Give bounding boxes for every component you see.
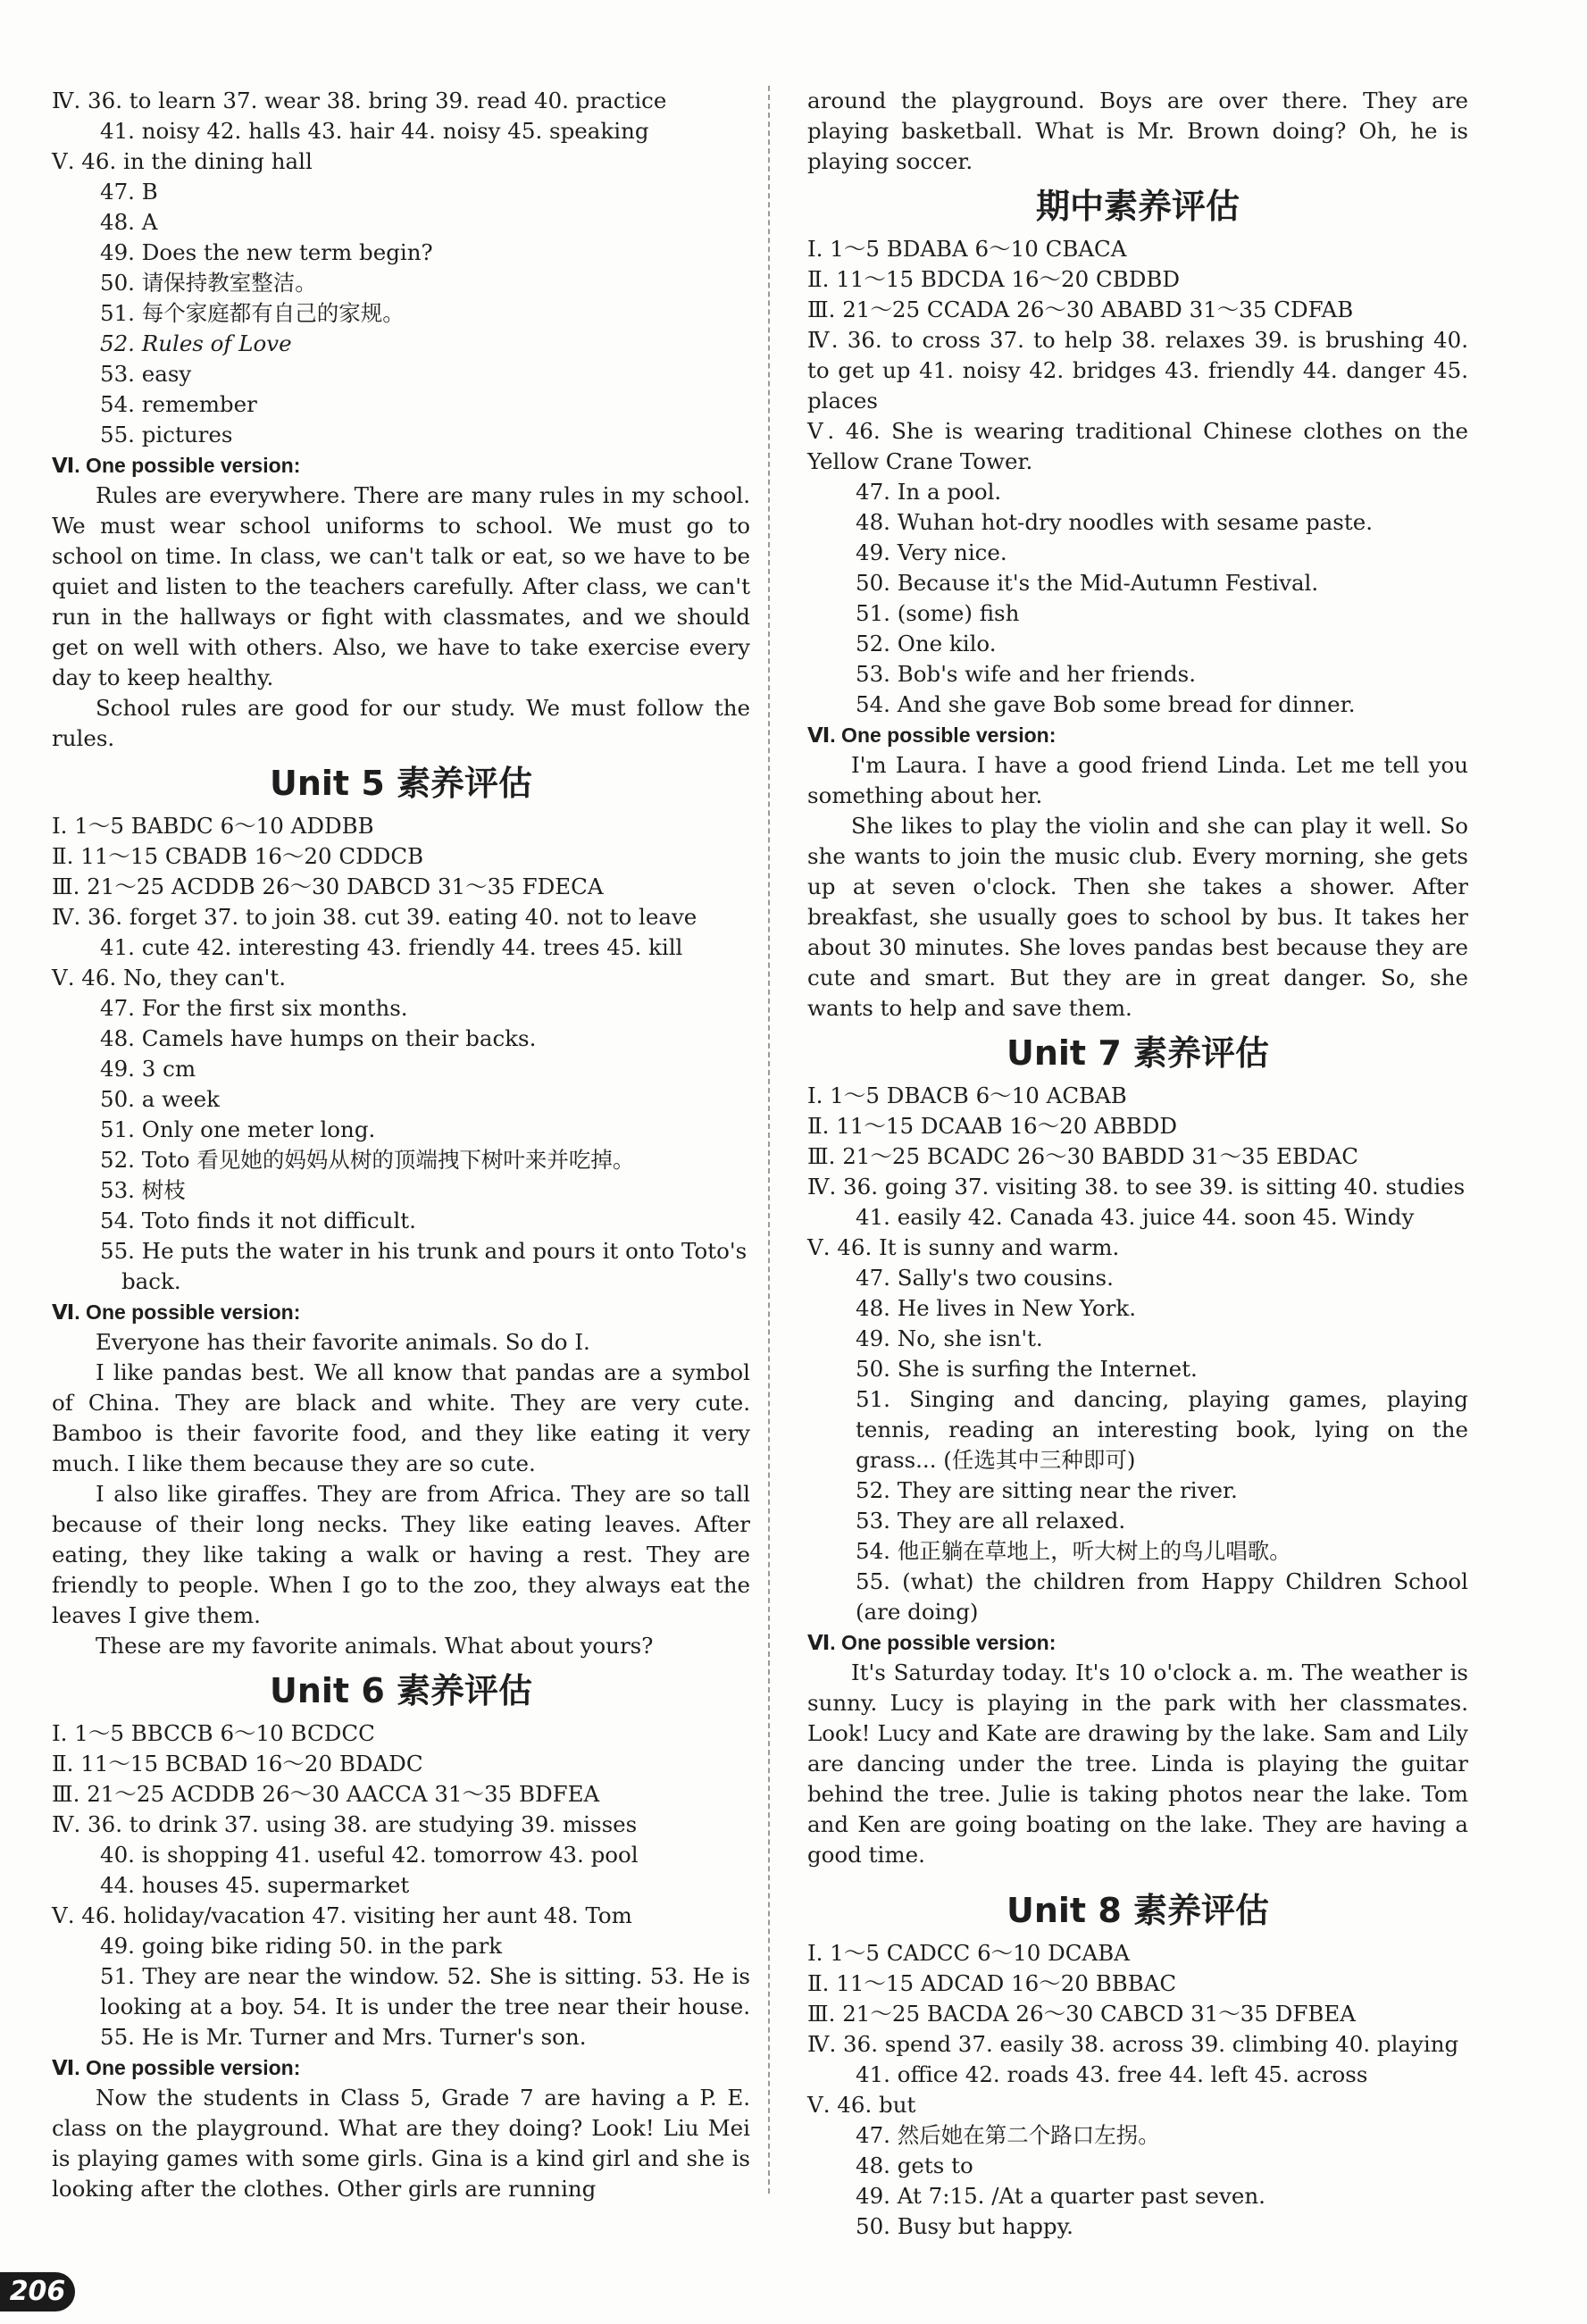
left-column xyxy=(52,86,750,2204)
answer-line: 51. Only one meter long. xyxy=(100,1116,376,1142)
unit6-answers xyxy=(52,1718,750,2204)
unit8-heading: Unit 8 素养评估 xyxy=(1006,1891,1269,1930)
essay-paragraph: She likes to play the violin and she can play it well. So she wants to join the music club. Every morning, she gets up at seven o'clock. Then she takes a shower. After breakfast, she usually goes to school by bus. It takes her about 30 minutes. She loves pandas best because they are cute and smart. But they are in great danger. So, she wants to help and save them. xyxy=(807,813,1468,1021)
unit5-answers xyxy=(52,811,750,1661)
essay-paragraph: I like pandas best. We all know that pandas are a symbol of China. They are black and white. They are very cute. Bamboo is their favorite food, and they like eating it very much. I like them because they are so cute. xyxy=(52,1359,750,1476)
answer-line: 54. remember xyxy=(100,391,257,417)
unit5-heading: Unit 5 素养评估 xyxy=(270,764,532,803)
answer-line: Ⅴ. 46. No, they can't. xyxy=(52,965,287,991)
answer-line: Ⅴ. 46. in the dining hall xyxy=(52,148,313,174)
answer-line: Ⅰ. 1～5 BABDC 6～10 ADDBB xyxy=(52,813,374,839)
answer-line: 47. In a pool. xyxy=(856,479,1002,505)
possible-version-label: Ⅵ. One possible version: xyxy=(52,1300,301,1324)
possible-version-label: Ⅵ. One possible version: xyxy=(807,723,1057,747)
answer-line: 48. He lives in New York. xyxy=(856,1295,1137,1321)
answer-line: 50. 请保持教室整洁。 xyxy=(100,270,317,296)
answer-line: 48. Camels have humps on their backs. xyxy=(100,1025,537,1051)
answer-line: 51. (some) fish xyxy=(856,600,1020,626)
answer-line: 41. office 42. roads 43. free 44. left 45. across xyxy=(856,2061,1368,2087)
answer-line: 53. Bob's wife and her friends. xyxy=(856,661,1197,687)
answer-line: 50. a week xyxy=(100,1086,220,1112)
answer-line: 52. They are sitting near the river. xyxy=(856,1477,1238,1503)
answer-line: 55. He puts the water in his trunk and pours it onto Toto's back. xyxy=(100,1238,748,1294)
answer-line: 47. Sally's two cousins. xyxy=(856,1265,1114,1291)
answer-line: 55. (what) the children from Happy Children School (are doing) xyxy=(856,1568,1468,1625)
answer-line: Ⅲ. 21～25 CCADA 26～30 ABABD 31～35 CDFAB xyxy=(807,297,1354,322)
right-column xyxy=(807,86,1468,2242)
answer-line: 51. Singing and dancing, playing games, playing tennis, reading an interesting book, lying on the grass... (任选其中三种即可) xyxy=(856,1386,1468,1473)
answer-line: 48. Wuhan hot-dry noodles with sesame paste. xyxy=(856,509,1373,535)
answer-line: Ⅰ. 1～5 BBCCB 6～10 BCDCC xyxy=(52,1720,375,1746)
answer-line: 51. 每个家庭都有自己的家规。 xyxy=(100,300,405,326)
answer-line: 54. Toto finds it not difficult. xyxy=(100,1208,416,1233)
answer-line: 54. And she gave Bob some bread for dinner. xyxy=(856,691,1356,717)
answer-line: Ⅳ. 36. spend 37. easily 38. across 39. climbing 40. playing xyxy=(807,2031,1459,2057)
answer-line: Ⅲ. 21～25 BCADC 26～30 BABDD 31～35 EBDAC xyxy=(807,1143,1358,1169)
answer-line: 52. One kilo. xyxy=(856,631,997,656)
unit8-answers xyxy=(807,1938,1468,2242)
answer-line: 50. She is surfing the Internet. xyxy=(856,1356,1198,1382)
answer-line: Ⅲ. 21～25 ACDDB 26～30 AACCA 31～35 BDFEA xyxy=(52,1781,600,1807)
answer-line: Ⅴ. 46. but xyxy=(807,2092,916,2118)
answer-line: 47. For the first six months. xyxy=(100,995,408,1021)
answer-line: Ⅴ. 46. She is wearing traditional Chinese clothes on the Yellow Crane Tower. xyxy=(807,418,1468,474)
possible-version-label: Ⅵ. One possible version: xyxy=(52,2056,301,2079)
midterm-heading: 期中素养评估 xyxy=(1035,187,1240,226)
answer-line: 49. Very nice. xyxy=(856,539,1007,565)
essay-continuation: around the playground. Boys are over there. They are playing basketball. What is Mr. Brown doing? Oh, he is playing soccer. xyxy=(807,88,1468,174)
top-answers xyxy=(52,86,750,754)
answer-line: 50. Busy but happy. xyxy=(856,2213,1073,2239)
answer-line: Ⅴ. 46. It is sunny and warm. xyxy=(807,1234,1120,1260)
answer-line: Ⅲ. 21～25 BACDA 26～30 CABCD 31～35 DFBEA xyxy=(807,2001,1356,2027)
answer-line: 49. No, she isn't. xyxy=(856,1325,1043,1351)
answer-line: Ⅰ. 1～5 BDABA 6～10 CBACA xyxy=(807,236,1127,262)
answer-line: 41. cute 42. interesting 43. friendly 44. trees 45. kill xyxy=(100,934,683,960)
essay-paragraph: Everyone has their favorite animals. So do I. xyxy=(96,1329,590,1355)
answer-line: Ⅰ. 1～5 DBACB 6～10 ACBAB xyxy=(807,1083,1127,1108)
answer-line: 49. going bike riding 50. in the park xyxy=(100,1933,503,1959)
answer-line: Ⅳ. 36. going 37. visiting 38. to see 39. is sitting 40. studies xyxy=(807,1174,1466,1200)
answer-line: 49. At 7:15. /At a quarter past seven. xyxy=(856,2183,1265,2209)
answer-line: Ⅱ. 11～15 DCAAB 16～20 ABBDD xyxy=(807,1113,1178,1139)
unit6-heading: Unit 6 素养评估 xyxy=(270,1671,532,1710)
answer-line: Ⅰ. 1～5 CADCC 6～10 DCABA xyxy=(807,1940,1130,1966)
answer-line: 40. is shopping 41. useful 42. tomorrow 43. pool xyxy=(100,1842,639,1868)
answer-line: 51. They are near the window. 52. She is sitting. 53. He is looking at a boy. 54. It is under the tree near their house. 55. He is Mr. Turner and Mrs. Turner's son. xyxy=(100,1963,750,2050)
answer-line: Ⅳ. 36. to learn 37. wear 38. bring 39. read 40. practice xyxy=(52,88,667,113)
essay-paragraph: I'm Laura. I have a good friend Linda. Let me tell you something about her. xyxy=(807,752,1468,808)
answer-line: 48. A xyxy=(100,209,158,235)
answer-line: 52. Toto 看见她的妈妈从树的顶端拽下树叶来并吃掉。 xyxy=(100,1147,635,1173)
answer-line: Ⅱ. 11～15 ADCAD 16～20 BBBAC xyxy=(807,1970,1177,1996)
essay-paragraph: School rules are good for our study. We must follow the rules. xyxy=(52,695,750,751)
unit7-heading: Unit 7 素养评估 xyxy=(1006,1033,1269,1073)
answer-line: Ⅱ. 11～15 CBADB 16～20 CDDCB xyxy=(52,843,424,869)
answer-line: Ⅲ. 21～25 ACDDB 26～30 DABCD 31～35 FDECA xyxy=(52,874,604,899)
essay-paragraph: It's Saturday today. It's 10 o'clock a. m. The weather is sunny. Lucy is playing in the park with her classmates. Look! Lucy and Kate are drawing by the lake. Sam and Lily are dancing under the tree. Linda is playing the guitar behind the tree. Julie is taking photos near the lake. Tom and Ken are going boating on the lake. They are having a good time. xyxy=(807,1659,1468,1868)
answer-line: 52. Rules of Love xyxy=(100,330,292,356)
answer-line: Ⅳ. 36. forget 37. to join 38. cut 39. eating 40. not to leave xyxy=(52,904,697,930)
answer-line: Ⅳ. 36. to drink 37. using 38. are studying 39. misses xyxy=(52,1811,638,1837)
possible-version-label: Ⅵ. One possible version: xyxy=(807,1631,1057,1654)
answer-line: 55. pictures xyxy=(100,422,233,447)
answer-line: 41. noisy 42. halls 43. hair 44. noisy 45. speaking xyxy=(100,118,649,144)
answer-line: 47. 然后她在第二个路口左拐。 xyxy=(856,2122,1160,2148)
column-divider xyxy=(768,86,770,2194)
answer-line: 41. easily 42. Canada 43. juice 44. soon 45. Windy xyxy=(856,1204,1415,1230)
answer-line: 54. 他正躺在草地上，听大树上的鸟儿唱歌。 xyxy=(856,1538,1291,1564)
essay-paragraph: Now the students in Class 5, Grade 7 are having a P. E. class on the playground. What are they doing? Look! Liu Mei is playing games with some girls. Gina is a kind girl and she is looking after the clothes. Other girls are running xyxy=(52,2085,750,2202)
answer-line: 53. easy xyxy=(100,361,192,387)
answer-line: Ⅱ. 11～15 BDCDA 16～20 CBDBD xyxy=(807,266,1181,292)
answer-line: 47. B xyxy=(100,179,158,205)
answer-line: 53. 树枝 xyxy=(100,1177,186,1203)
answer-line: 49. 3 cm xyxy=(100,1056,196,1082)
answer-line: 50. Because it's the Mid-Autumn Festival. xyxy=(856,570,1319,596)
answer-line: Ⅱ. 11～15 BCBAD 16～20 BDADC xyxy=(52,1751,423,1776)
answer-line: 44. houses 45. supermarket xyxy=(100,1872,410,1898)
answer-line: 49. Does the new term begin? xyxy=(100,239,433,265)
answer-line: 53. They are all relaxed. xyxy=(856,1508,1126,1534)
midterm-answers xyxy=(807,234,1468,1024)
essay-paragraph: Rules are everywhere. There are many rules in my school. We must wear school uniforms to school. We must go to school on time. In class, we can't talk or eat, so we have to be quiet and listen to the teachers carefully. After class, we can't run in the hallways or fight with classmates, and we should get on well with others. Also, we have to take exercise every day to keep healthy. xyxy=(52,482,750,690)
page-number: 206 xyxy=(0,2272,75,2311)
essay-paragraph: These are my favorite animals. What about yours? xyxy=(96,1633,654,1659)
possible-version-label: Ⅵ. One possible version: xyxy=(52,454,301,477)
answer-line: Ⅴ. 46. holiday/vacation 47. visiting her aunt 48. Tom xyxy=(52,1902,632,1928)
unit7-answers xyxy=(807,1081,1468,1870)
essay-paragraph: I also like giraffes. They are from Africa. They are so tall because of their long necks. They like eating leaves. After eating, they like taking a walk or having a rest. They are friendly to people. When I go to the zoo, they always eat the leaves I give them. xyxy=(52,1481,750,1628)
answer-line: Ⅳ. 36. to cross 37. to help 38. relaxes 39. is brushing 40. to get up 41. noisy 42. bridges 43. friendly 44. danger 45. places xyxy=(807,327,1468,414)
answer-line: 48. gets to xyxy=(856,2153,973,2178)
